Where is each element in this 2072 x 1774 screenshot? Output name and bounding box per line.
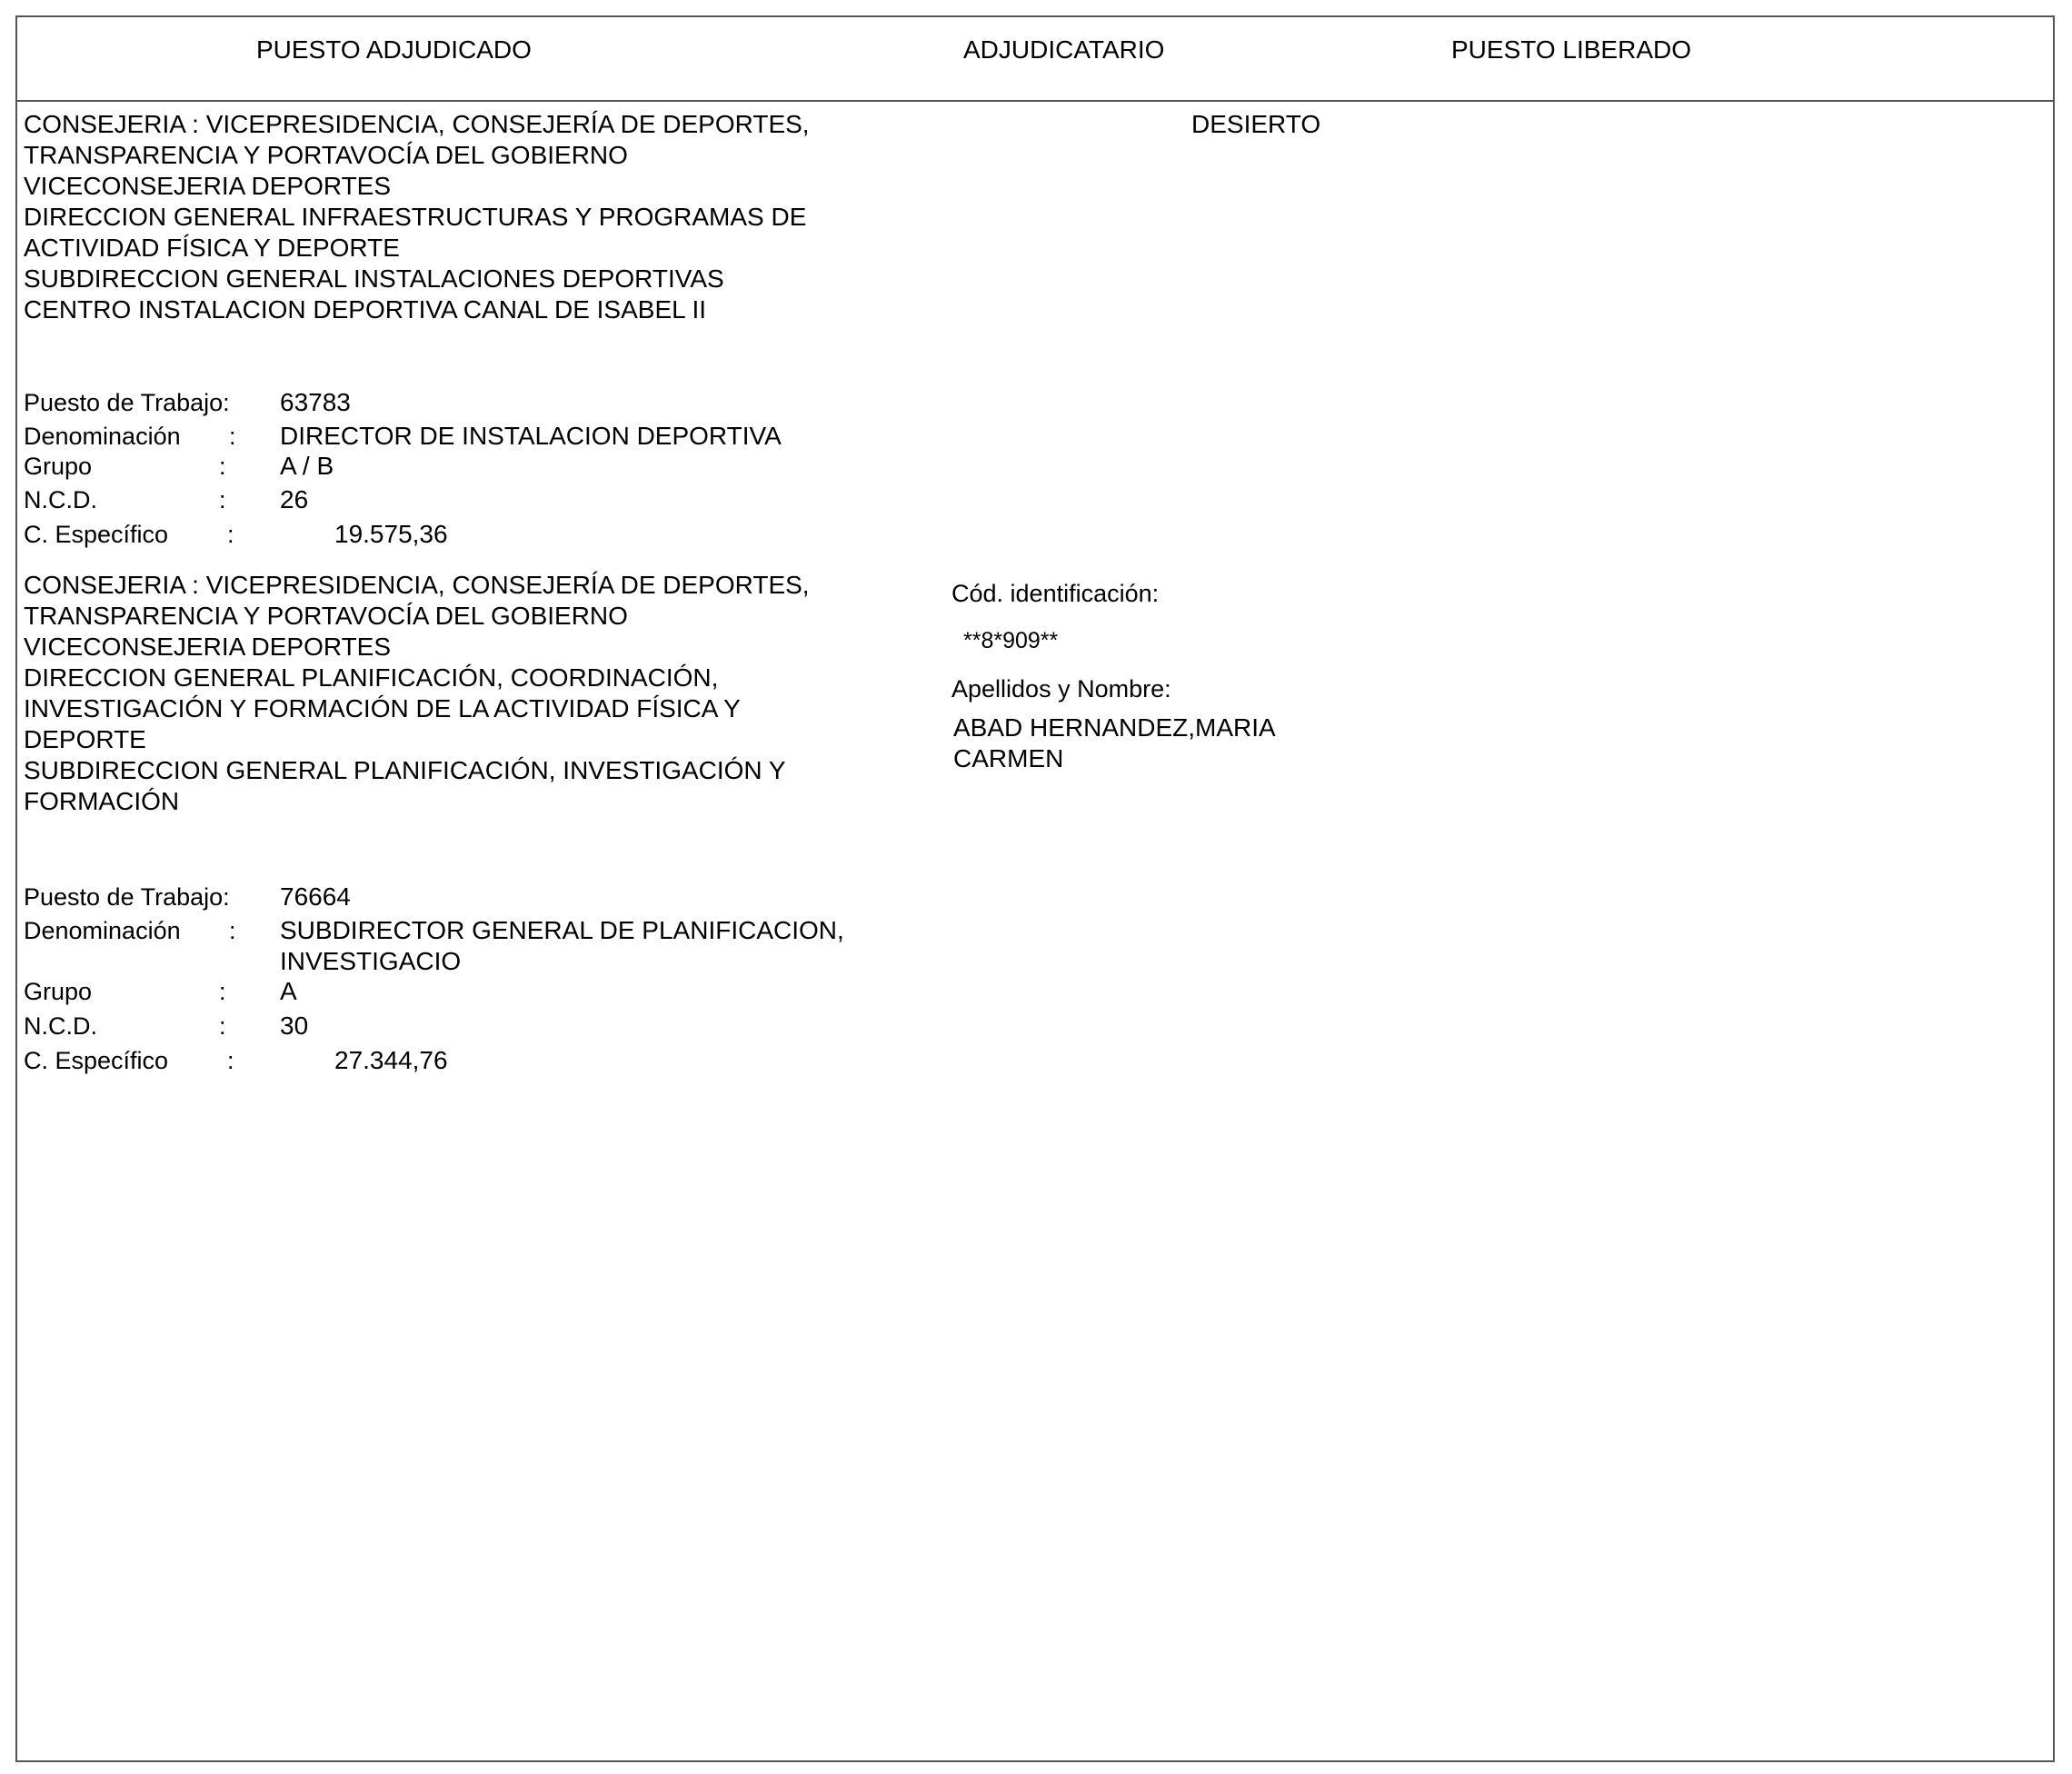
entry2-grupo-label: Grupo — [24, 978, 93, 1005]
entry2-ncd-label: N.C.D. — [24, 1012, 97, 1040]
entry1-puesto-value: 63783 — [280, 388, 351, 416]
entry1-denominacion-value: DIRECTOR DE INSTALACION DEPORTIVA — [280, 422, 782, 450]
entry1-denominacion-colon: : — [229, 423, 236, 450]
header-divider — [15, 100, 2055, 102]
entry2-denominacion-colon: : — [229, 917, 236, 944]
entry1-denominacion-label: Denominación — [24, 423, 181, 450]
entry2-puesto-value: 76664 — [280, 882, 351, 911]
entry2-denominacion-value: SUBDIRECTOR GENERAL DE PLANIFICACION, INVESTIGACIO — [280, 916, 844, 975]
entry1-grupo-label: Grupo — [24, 453, 93, 480]
entry1-grupo-value: A / B — [280, 452, 334, 480]
entry1-cesp-label: C. Específico — [24, 521, 169, 548]
entry2-denominacion-label: Denominación — [24, 917, 181, 944]
entry2-nombre-label: Apellidos y Nombre: — [951, 675, 1171, 703]
entry1-cesp-value: 19.575,36 — [334, 520, 448, 548]
entry1-ncd-colon: : — [219, 486, 226, 513]
entry2-grupo-colon: : — [219, 978, 226, 1005]
entry1-ncd-label: N.C.D. — [24, 486, 97, 513]
entry2-ncd-value: 30 — [280, 1012, 309, 1040]
entry2-organization: CONSEJERIA : VICEPRESIDENCIA, CONSEJERÍA DE DEPORTES, TRANSPARENCIA Y PORTAVOCÍA DEL GOBIERNO VICECONSEJERIA DEPORTES DIRECCION GENERAL PLANIFICACIÓN, COORDINACIÓN, INVESTIGACIÓN Y FORMACIÓN DE LA ACTIVIDAD FÍSICA Y DEPORTE SUBDIRECCION GENERAL PLANIFICACIÓN, INVESTIGACIÓN Y FORMACIÓN — [24, 571, 810, 815]
entry1-status: DESIERTO — [1191, 110, 1321, 138]
entry2-cod-value: **8*909** — [963, 628, 1059, 653]
header-adjudicatario: ADJUDICATARIO — [963, 35, 1165, 64]
entry1-ncd-value: 26 — [280, 485, 309, 513]
entry2-puesto-label: Puesto de Trabajo: — [24, 883, 230, 911]
entry2-ncd-colon: : — [219, 1012, 226, 1040]
entry1-organization: CONSEJERIA : VICEPRESIDENCIA, CONSEJERÍA DE DEPORTES, TRANSPARENCIA Y PORTAVOCÍA DEL GOBIERNO VICECONSEJERIA DEPORTES DIRECCION GENERAL INFRAESTRUCTURAS Y PROGRAMAS DE ACTIVIDAD FÍSICA Y DEPORTE SUBDIRECCION GENERAL INSTALACIONES DEPORTIVAS CENTRO INSTALACION DEPORTIVA CANAL DE ISABEL II — [24, 110, 810, 324]
entry2-cesp-colon: : — [227, 1047, 234, 1074]
header-puesto-liberado: PUESTO LIBERADO — [1451, 35, 1692, 64]
entry2-cod-label: Cód. identificación: — [951, 580, 1160, 607]
entry1-grupo-colon: : — [219, 453, 226, 480]
entry2-nombre-value: ABAD HERNANDEZ,MARIA CARMEN — [953, 713, 1276, 772]
entry1-cesp-colon: : — [227, 521, 234, 548]
entry1-puesto-label: Puesto de Trabajo: — [24, 389, 230, 416]
entry2-grupo-value: A — [280, 977, 297, 1005]
entry2-cesp-value: 27.344,76 — [334, 1046, 448, 1074]
entry2-cesp-label: C. Específico — [24, 1047, 169, 1074]
header-puesto-adjudicado: PUESTO ADJUDICADO — [256, 35, 532, 64]
